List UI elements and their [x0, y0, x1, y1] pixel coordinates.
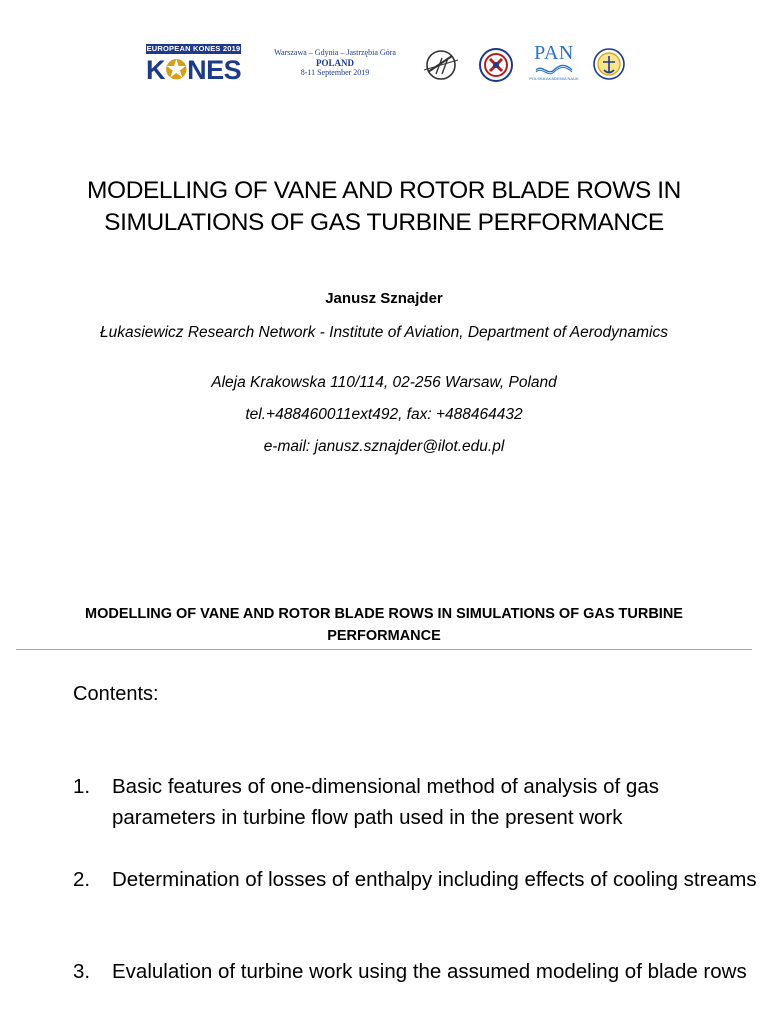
pan-wordmark: PAN — [534, 42, 574, 64]
author-address: Aleja Krakowska 110/114, 02-256 Warsaw, Poland — [211, 374, 557, 391]
item-number: 2. — [73, 868, 91, 891]
item-text: Evalulation of turbine work using the assumed modeling of blade rows — [112, 960, 747, 983]
item-number: 3. — [73, 960, 91, 983]
kones-banner: EUROPEAN KONES 2019 — [146, 44, 241, 53]
item-number: 1. — [73, 775, 91, 798]
slide-header-line: PERFORMANCE — [327, 628, 441, 644]
author-affiliation: Łukasiewicz Research Network - Institute of Aviation, Department of Aerodynamics — [100, 324, 669, 341]
naval-academy-emblem-icon — [592, 45, 626, 88]
gear-icon: ✪ — [165, 55, 188, 85]
conference-country: POLAND — [316, 58, 354, 68]
kones-wordmark: K✪NES — [146, 55, 242, 85]
slide-header-title — [40, 603, 728, 647]
author-name: Janusz Sznajder — [325, 290, 443, 307]
author-email: e-mail: janusz.sznajder@ilot.edu.pl — [263, 438, 505, 455]
conference-logo-strip — [140, 38, 630, 90]
conference-info — [260, 48, 410, 78]
author-phone: tel.+488460011ext492, fax: +488464432 — [245, 406, 523, 423]
kones-logo — [146, 44, 241, 86]
item-text: Basic features of one-dimensional method of analysis of gas parameters in turbine flow path used in the present work — [112, 775, 659, 829]
title-line: MODELLING OF VANE AND ROTOR BLADE ROWS IN — [87, 177, 681, 204]
item-text: Determination of losses of enthalpy including effects of cooling streams — [112, 868, 757, 891]
conference-dates: 8-11 September 2019 — [300, 68, 370, 77]
slide-header-line: MODELLING OF VANE AND ROTOR BLADE ROWS IN SIMULATIONS OF GAS TURBINE — [85, 606, 683, 622]
pan-subtext: POLSKA AKADEMIA NAUK — [529, 76, 579, 81]
title-line: SIMULATIONS OF GAS TURBINE PERFORMANCE — [104, 209, 664, 236]
header-divider — [16, 649, 752, 650]
ilot-logo-icon — [422, 48, 460, 87]
presentation-title — [40, 175, 728, 239]
contents-heading: Contents: — [73, 683, 159, 705]
wave-icon — [534, 64, 574, 76]
university-emblem-icon — [478, 47, 514, 88]
pan-logo — [526, 42, 582, 81]
conference-cities: Warszawa – Gdynia – Jastrzębia Góra — [274, 48, 396, 57]
